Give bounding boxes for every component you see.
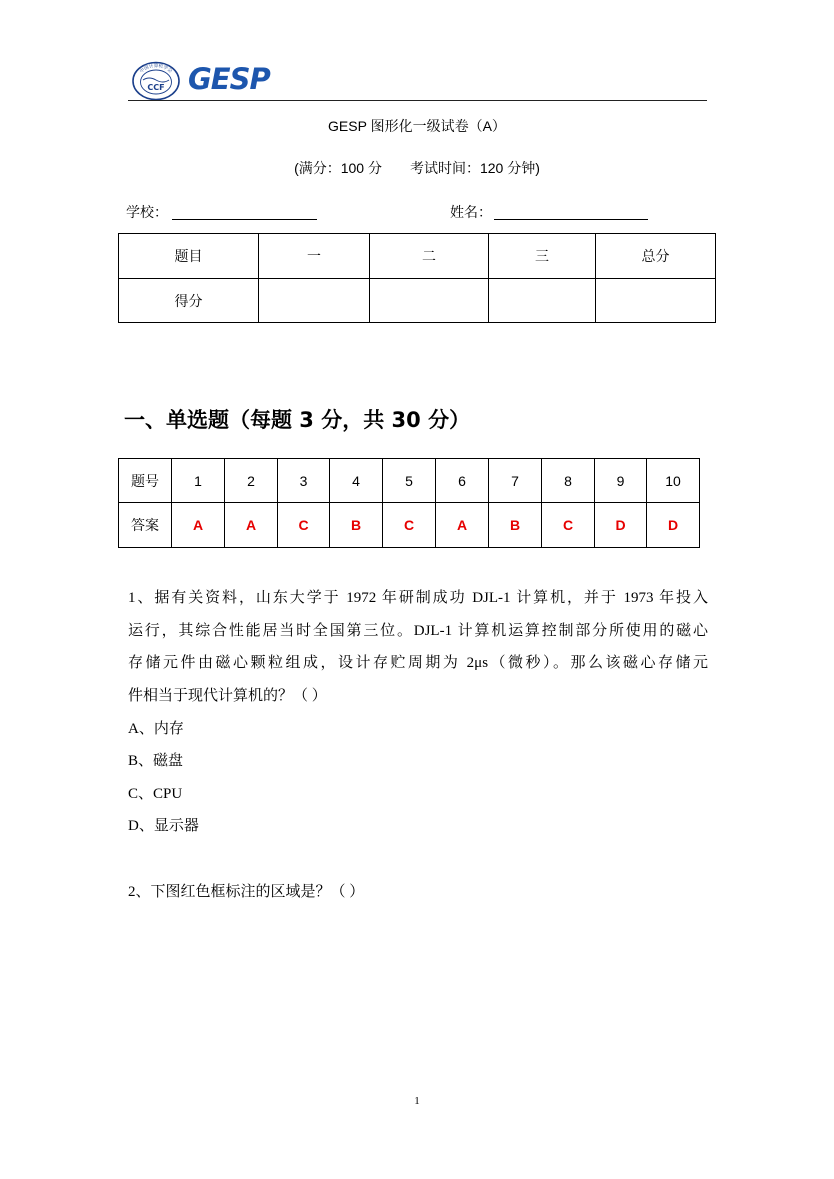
answer-row bbox=[119, 503, 700, 548]
question-number-cell: 5 bbox=[383, 459, 436, 503]
question-number-cell: 3 bbox=[278, 459, 330, 503]
question-number-cell: 9 bbox=[595, 459, 647, 503]
score-blank-cell bbox=[370, 279, 489, 323]
question-number-cell: 7 bbox=[489, 459, 542, 503]
option-c: C、CPU bbox=[128, 785, 183, 802]
answer-cell: B bbox=[330, 503, 383, 548]
question-number-cell: 6 bbox=[436, 459, 489, 503]
score-table-header-cell: 二 bbox=[370, 234, 489, 279]
score-blank-cell bbox=[489, 279, 596, 323]
answer-cell: A bbox=[172, 503, 225, 548]
header-rule bbox=[128, 100, 707, 101]
option-b: B、磁盘 bbox=[128, 753, 184, 770]
question-1-options bbox=[128, 713, 708, 843]
question-text-line: 运行，其综合性能居当时全国第三位。DJL-1 计算机运算控制部分所使用的磁心 bbox=[128, 622, 708, 639]
gesp-logo bbox=[128, 58, 280, 102]
section-heading: 一、单选题（每题 3 分，共 30 分） bbox=[124, 408, 471, 432]
score-row-label: 得分 bbox=[119, 279, 259, 323]
name-label: 姓名： bbox=[450, 204, 492, 220]
score-table-header-row bbox=[119, 234, 716, 279]
question-text-line: 件相当于现代计算机的？（ ） bbox=[128, 688, 327, 705]
option-a: A、内存 bbox=[128, 721, 184, 737]
question-1-stem bbox=[128, 582, 708, 713]
answer-cell: A bbox=[436, 503, 489, 548]
question-number-cell: 10 bbox=[647, 459, 700, 503]
exam-subtitle: (满分：100 分 考试时间：120 分钟) bbox=[294, 160, 540, 176]
page-number: 1 bbox=[414, 1095, 420, 1107]
score-blank-cell bbox=[596, 279, 716, 323]
answer-cell: A bbox=[225, 503, 278, 548]
school-label: 学校： bbox=[126, 204, 168, 220]
answer-cell: B bbox=[489, 503, 542, 548]
question-text-line: 2、下图红色框标注的区域是？（ ） bbox=[128, 884, 365, 900]
question-number-label: 题号 bbox=[119, 459, 172, 503]
score-table-header-cell: 题目 bbox=[119, 234, 259, 279]
question-2-stem bbox=[128, 876, 708, 908]
question-number-cell: 8 bbox=[542, 459, 595, 503]
school-blank-line bbox=[172, 219, 317, 220]
score-table-header-cell: 一 bbox=[259, 234, 370, 279]
answer-cell: D bbox=[595, 503, 647, 548]
option-d: D、显示器 bbox=[128, 818, 199, 835]
exam-title: GESP 图形化一级试卷（A） bbox=[328, 118, 506, 134]
emblem-abbr: CCF bbox=[147, 83, 165, 92]
question-number-cell: 1 bbox=[172, 459, 225, 503]
question-number-cell: 4 bbox=[330, 459, 383, 503]
answer-label: 答案 bbox=[119, 503, 172, 548]
answer-cell: C bbox=[542, 503, 595, 548]
score-blank-cell bbox=[259, 279, 370, 323]
ccf-emblem-icon bbox=[131, 61, 181, 101]
answer-table bbox=[118, 458, 700, 548]
name-blank-line bbox=[494, 219, 648, 220]
answer-cell: C bbox=[383, 503, 436, 548]
answer-cell: D bbox=[647, 503, 700, 548]
emblem-text: 中国计算机学会 bbox=[139, 64, 173, 75]
question-number-cell: 2 bbox=[225, 459, 278, 503]
answer-cell: C bbox=[278, 503, 330, 548]
question-text-line: 1、据有关资料，山东大学于 1972 年研制成功 DJL-1 计算机，并于 1973 年投入 bbox=[128, 590, 708, 606]
score-table-header-cell: 三 bbox=[489, 234, 596, 279]
score-table-score-row bbox=[119, 279, 716, 323]
score-table-header-cell: 总分 bbox=[596, 234, 716, 279]
question-number-row bbox=[119, 459, 700, 503]
question-text-line: 存储元件由磁心颗粒组成，设计存贮周期为 2μs（微秒）。那么该磁心存储元 bbox=[128, 655, 708, 672]
gesp-wordmark: GESP bbox=[188, 62, 270, 96]
score-table bbox=[118, 233, 716, 323]
